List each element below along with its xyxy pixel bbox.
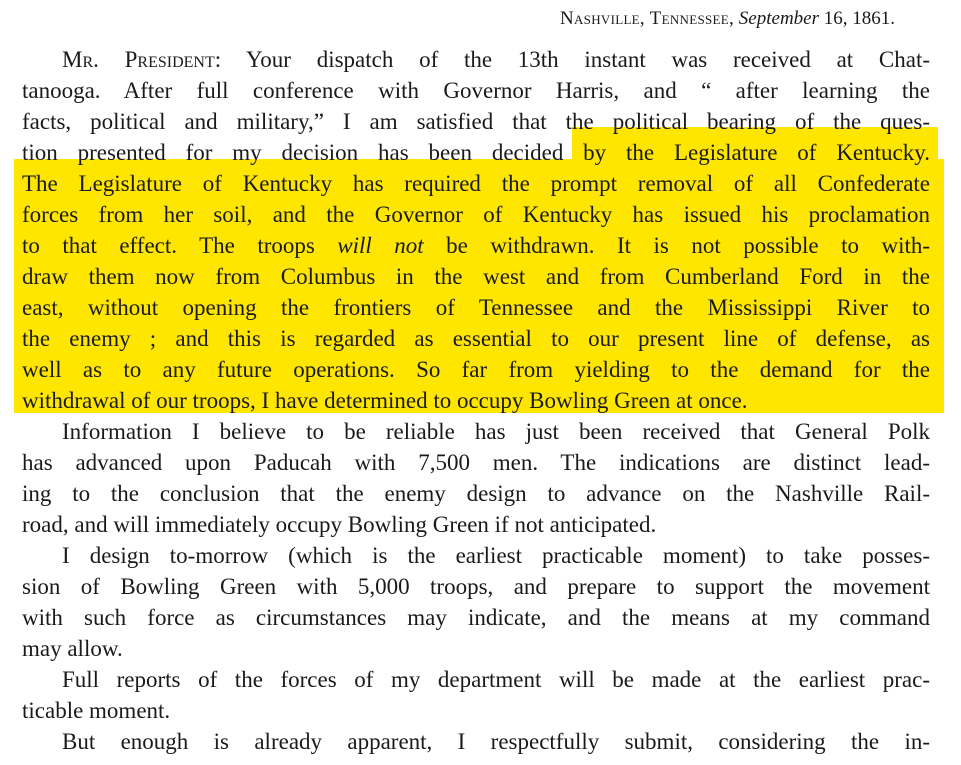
text-line: the enemy ; and this is regarded as essential to our present line of defense, as [22,326,930,351]
text-line: has advanced upon Paducah with 7,500 men. The indications are distinct lead- [22,450,930,475]
dateline-place: Nashville, Tennessee, [559,8,735,29]
text-line: ticable moment. [22,698,171,723]
text-line: sion of Bowling Green with 5,000 troops, and prepare to support the movement [22,574,930,599]
text-line: may allow. [22,636,123,661]
text-line: Mr. President: Your dispatch of the 13th instant was received at Chat- [62,47,930,72]
salutation: Mr. President [62,47,215,72]
text-line: Information I believe to be reliable has just been received that General Polk [62,419,930,444]
text-line: forces from her soil, and the Governor of Kentucky has issued his proclamation [22,202,930,227]
text-line: The Legislature of Kentucky has required the prompt removal of all Confederate [22,171,930,196]
text-line: Full reports of the forces of my department will be made at the earliest prac- [62,667,930,692]
text-line: with such force as circumstances may indicate, and the means at my command [22,605,930,630]
text-line: draw them now from Columbus in the west and from Cumberland Ford in the [22,264,930,289]
dateline-month: September [738,8,819,29]
text-line: road, and will immediately occupy Bowling Green if not anticipated. [22,512,657,537]
text-line: But enough is already apparent, I respectfully submit, considering the in- [62,729,930,754]
dateline-day-year: 16, 1861. [823,8,895,29]
text-line: withdrawal of our troops, I have determined to occupy Bowling Green at once. [22,388,748,413]
text-line: to that effect. The troops will not be withdrawn. It is not possible to with- [22,233,931,258]
text-line: ing to the conclusion that the enemy design to advance on the Nashville Rail- [22,481,930,506]
text-line: tion presented for my decision has been decided by the Legislature of Kentucky. [22,140,930,165]
text-line: facts, political and military,” I am satisfied that the political bearing of the ques- [22,109,930,134]
text-line: well as to any future operations. So far from yielding to the demand for the [22,357,930,382]
text-line: I design to-morrow (which is the earliest practicable moment) to take posses- [62,543,930,568]
text-line: east, without opening the frontiers of Tennessee and the Mississippi River to [22,295,930,320]
text-line: tanooga. After full conference with Governor Harris, and “ after learning the [22,78,930,103]
emphasis: will not [337,233,424,258]
dateline [560,8,895,30]
